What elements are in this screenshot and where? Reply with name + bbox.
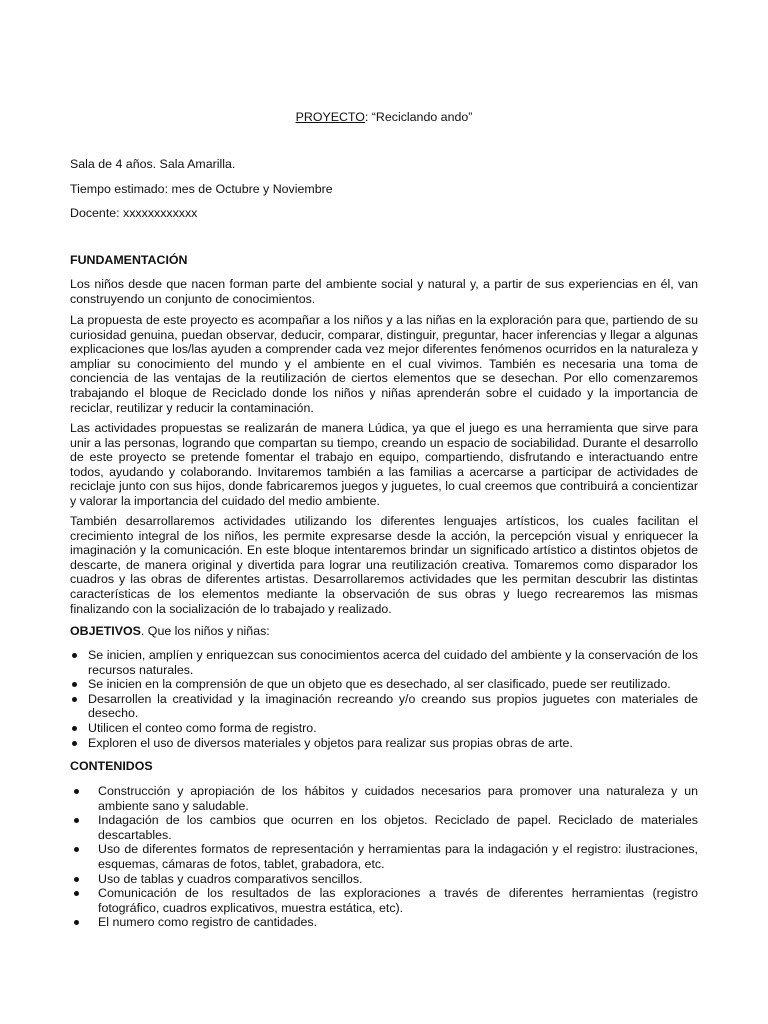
contenidos-heading: CONTENIDOS <box>70 759 153 773</box>
objetivo-text: Se inicien en la comprensión de que un objeto que es desechado, al ser clasificado, puede ser reutilizado. <box>88 677 671 692</box>
contenido-text: Uso de diferentes formatos de representación y herramientas para la indagación y el registro: ilustraciones, esquemas, cámaras de fotos, tablet, grabadora, etc. <box>98 842 698 871</box>
bullet-icon <box>72 682 77 687</box>
fundamentacion-paragraph-2: La propuesta de este proyecto es acompañar a los niños y a las niñas en la exploración para que, partiendo de su curiosidad genuina, puedan observar, deducir, comparar, distinguir, preguntar, hacer inferencias y llegar a algunas explicaciones que los/las ayuden a comprender cada vez mejor diferentes fenómenos ocurridos en la naturaleza y ampliar su conocimiento del mundo y el ambiente en el cual vivimos. También es necesaria una toma de conciencia de las ventajas de la reutilización de ciertos elementos que se desechan. Por ello comenzaremos trabajando el bloque de Reciclado donde los niños y niñas aprenderán sobre el cuidado y la importancia de reciclar, reutilizar y reducir la contaminación. <box>70 313 698 415</box>
list-item <box>70 736 698 751</box>
objetivo-text: Desarrollen la creatividad y la imaginación recreando y/o creando sus propios juguetes con materiales de desecho. <box>88 691 698 721</box>
list-item <box>70 784 698 813</box>
tiempo-line: Tiempo estimado: mes de Octubre y Noviembre <box>70 182 333 196</box>
bullet-icon <box>72 741 77 746</box>
list-item <box>70 813 698 842</box>
list-item <box>70 721 698 736</box>
list-item <box>70 692 698 721</box>
fundamentacion-paragraph-4: También desarrollaremos actividades utilizando los diferentes lenguajes artísticos, los cuales facilitan el crecimiento integral de los niños, les permite expresarse desde la acción, la percepción visual y enriquecer la imaginación y la comunicación. En este bloque intentaremos brindar un significado artístico a distintos objetos de descarte, de manera original y divertida para lograr una reutilización creativa. Tomaremos como disparador los cuadros y las obras de diferentes artistas. Desarrollaremos actividades que les permitan descubrir las distintas características de los elementos mediante la observación de sus obras y luego recrearemos las mismas finalizando con la socialización de lo trabajado y realizado. <box>70 514 698 616</box>
bullet-icon <box>72 726 77 731</box>
contenido-text: El numero como registro de cantidades. <box>98 915 318 930</box>
objetivo-text: Se inicien, amplíen y enriquezcan sus conocimientos acerca del cuidado del ambiente y la conservación de los recursos naturales. <box>88 648 698 677</box>
list-item <box>70 915 698 930</box>
contenido-text: Indagación de los cambios que ocurren en los objetos. Reciclado de papel. Reciclado de materiales descartables. <box>98 813 698 842</box>
bullet-icon <box>72 697 77 702</box>
objetivos-intro: . Que los niños y niñas: <box>140 624 270 638</box>
bullet-icon <box>74 920 79 925</box>
list-item <box>70 842 698 871</box>
bullet-icon <box>74 877 79 882</box>
sala-line: Sala de 4 años. Sala Amarilla. <box>70 157 236 171</box>
bullet-icon <box>74 847 79 852</box>
contenidos-list <box>70 784 698 930</box>
docente-line: Docente: xxxxxxxxxxxx <box>70 206 198 220</box>
list-item <box>70 886 698 915</box>
fundamentacion-paragraph-3: Las actividades propuestas se realizarán de manera Lúdica, ya que el juego es una herramienta que sirve para unir a las personas, logrando que compartan su tiempo, creando un espacio de sociabilidad. Durante el desarrollo de este proyecto se pretende fomentar el trabajo en equipo, compartiendo, disfrutando e interactuando entre todos, ayudando y colaborando. Invitaremos también a las familias a acercarse a participar de actividades de reciclaje junto con sus hijos, donde fabricaremos juegos y juguetes, lo cual creemos que contribuirá a concientizar y valorar la importancia del cuidado del medio ambiente. <box>70 421 698 508</box>
fundamentacion-paragraph-1: Los niños desde que nacen forman parte del ambiente social y natural y, a partir de sus experiencias en él, van construyendo un conjunto de conocimientos. <box>70 277 698 306</box>
list-item <box>70 872 698 887</box>
bullet-icon <box>74 818 79 823</box>
bullet-icon <box>74 789 79 794</box>
list-item <box>70 677 698 692</box>
fundamentacion-heading: FUNDAMENTACIÓN <box>70 253 188 267</box>
objetivos-list <box>70 648 698 750</box>
project-name: : “Reciclando ando” <box>364 110 473 124</box>
bullet-icon <box>74 891 79 896</box>
objetivo-text: Exploren el uso de diversos materiales y objetos para realizar sus propias obras de arte. <box>88 735 573 750</box>
contenido-text: Construcción y apropiación de los hábitos y cuidados necesarios para promover una naturaleza y un ambiente sano y saludable. <box>98 784 698 813</box>
objetivos-heading: OBJETIVOS <box>70 624 141 638</box>
project-label: PROYECTO <box>295 110 365 124</box>
project-title <box>70 110 698 125</box>
objetivos-heading-line <box>70 624 270 639</box>
contenido-text: Comunicación de los resultados de las exploraciones a través de diferentes herramientas (registro fotográfico, cuadros explicativos, muestra estática, etc). <box>98 886 698 915</box>
contenido-text: Uso de tablas y cuadros comparativos sencillos. <box>98 871 363 886</box>
objetivo-text: Utilicen el conteo como forma de registro. <box>88 720 317 735</box>
bullet-icon <box>72 653 77 658</box>
list-item <box>70 648 698 677</box>
